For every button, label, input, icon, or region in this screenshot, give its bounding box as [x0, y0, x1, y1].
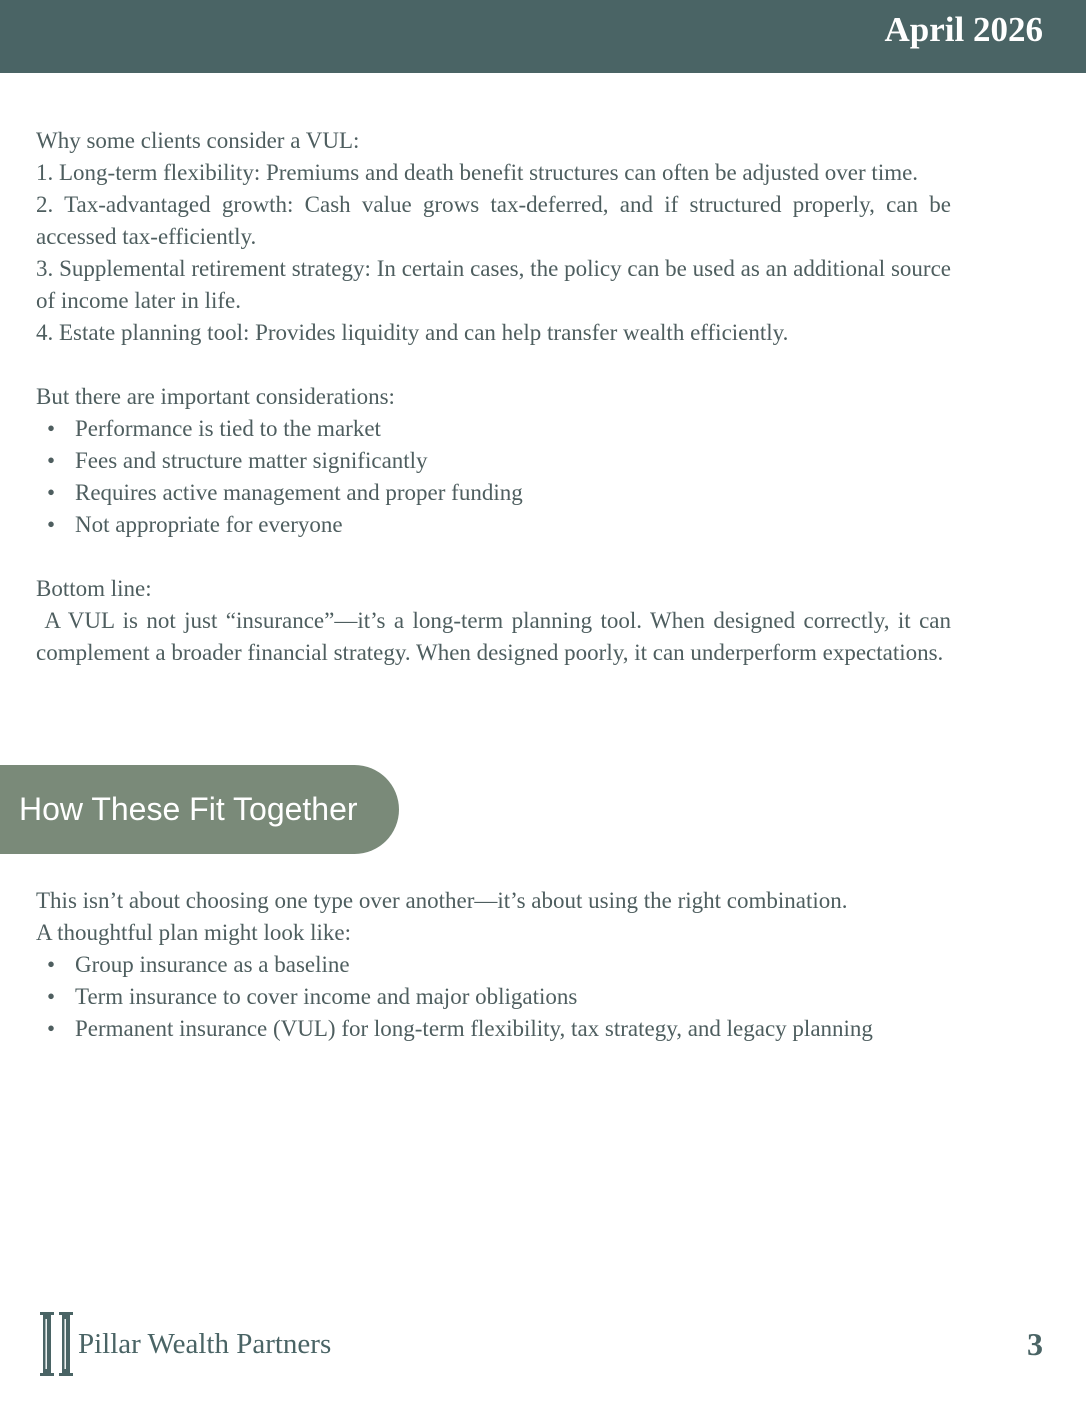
bottom-line-text	[36, 605, 951, 669]
spacer	[36, 349, 951, 381]
pillar-icon	[40, 1312, 74, 1376]
considerations-list	[36, 413, 951, 541]
brand-name: Pillar Wealth Partners	[78, 1328, 332, 1360]
vul-section	[36, 125, 951, 669]
list-item: • Permanent insurance (VUL) for long-term flexibility, tax strategy, and legacy planning	[36, 1013, 951, 1045]
vul-reason-4: 4. Estate planning tool: Provides liquidity and can help transfer wealth efficiently.	[36, 320, 789, 345]
considerations-heading: But there are important considerations:	[36, 384, 395, 409]
page-number: 3	[1027, 1326, 1043, 1362]
brand-logo	[40, 1312, 331, 1376]
list-item: • Fees and structure matter significantly	[36, 445, 951, 477]
spacer	[36, 541, 951, 573]
bottom-line-body: A VUL is not just “insurance”—it’s a long-term planning tool. When designed correctly, it can complement a broader financial strategy. When designed poorly, it can underperform expectations.	[36, 608, 952, 665]
fit-intro-line-1: This isn’t about choosing one type over another—it’s about using the right combination.	[36, 888, 848, 913]
list-item: • Group insurance as a baseline	[36, 949, 951, 981]
bottom-line-heading: Bottom line:	[36, 576, 152, 601]
list-item: • Not appropriate for everyone	[36, 509, 951, 541]
header-bar	[0, 0, 1086, 73]
vul-reason-2: 2. Tax-advantaged growth: Cash value grows tax-deferred, and if structured properly, can be accessed tax-efficiently.	[36, 192, 951, 249]
list-item: • Requires active management and proper funding	[36, 477, 951, 509]
section-title: How These Fit Together	[19, 791, 358, 827]
plan-list	[36, 949, 951, 1045]
list-item: • Term insurance to cover income and major obligations	[36, 981, 951, 1013]
fit-section	[36, 885, 951, 1045]
vul-intro: Why some clients consider a VUL:	[36, 128, 360, 153]
list-item: • Performance is tied to the market	[36, 413, 951, 445]
fit-intro-line-2: A thoughtful plan might look like:	[36, 920, 351, 945]
section-heading-pill	[0, 765, 399, 854]
vul-reason-3: 3. Supplemental retirement strategy: In certain cases, the policy can be used as an additional source of income later in life.	[36, 256, 951, 313]
issue-date: April 2026	[884, 10, 1043, 49]
vul-reason-1: 1. Long-term flexibility: Premiums and death benefit structures can often be adjusted over time.	[36, 160, 919, 185]
